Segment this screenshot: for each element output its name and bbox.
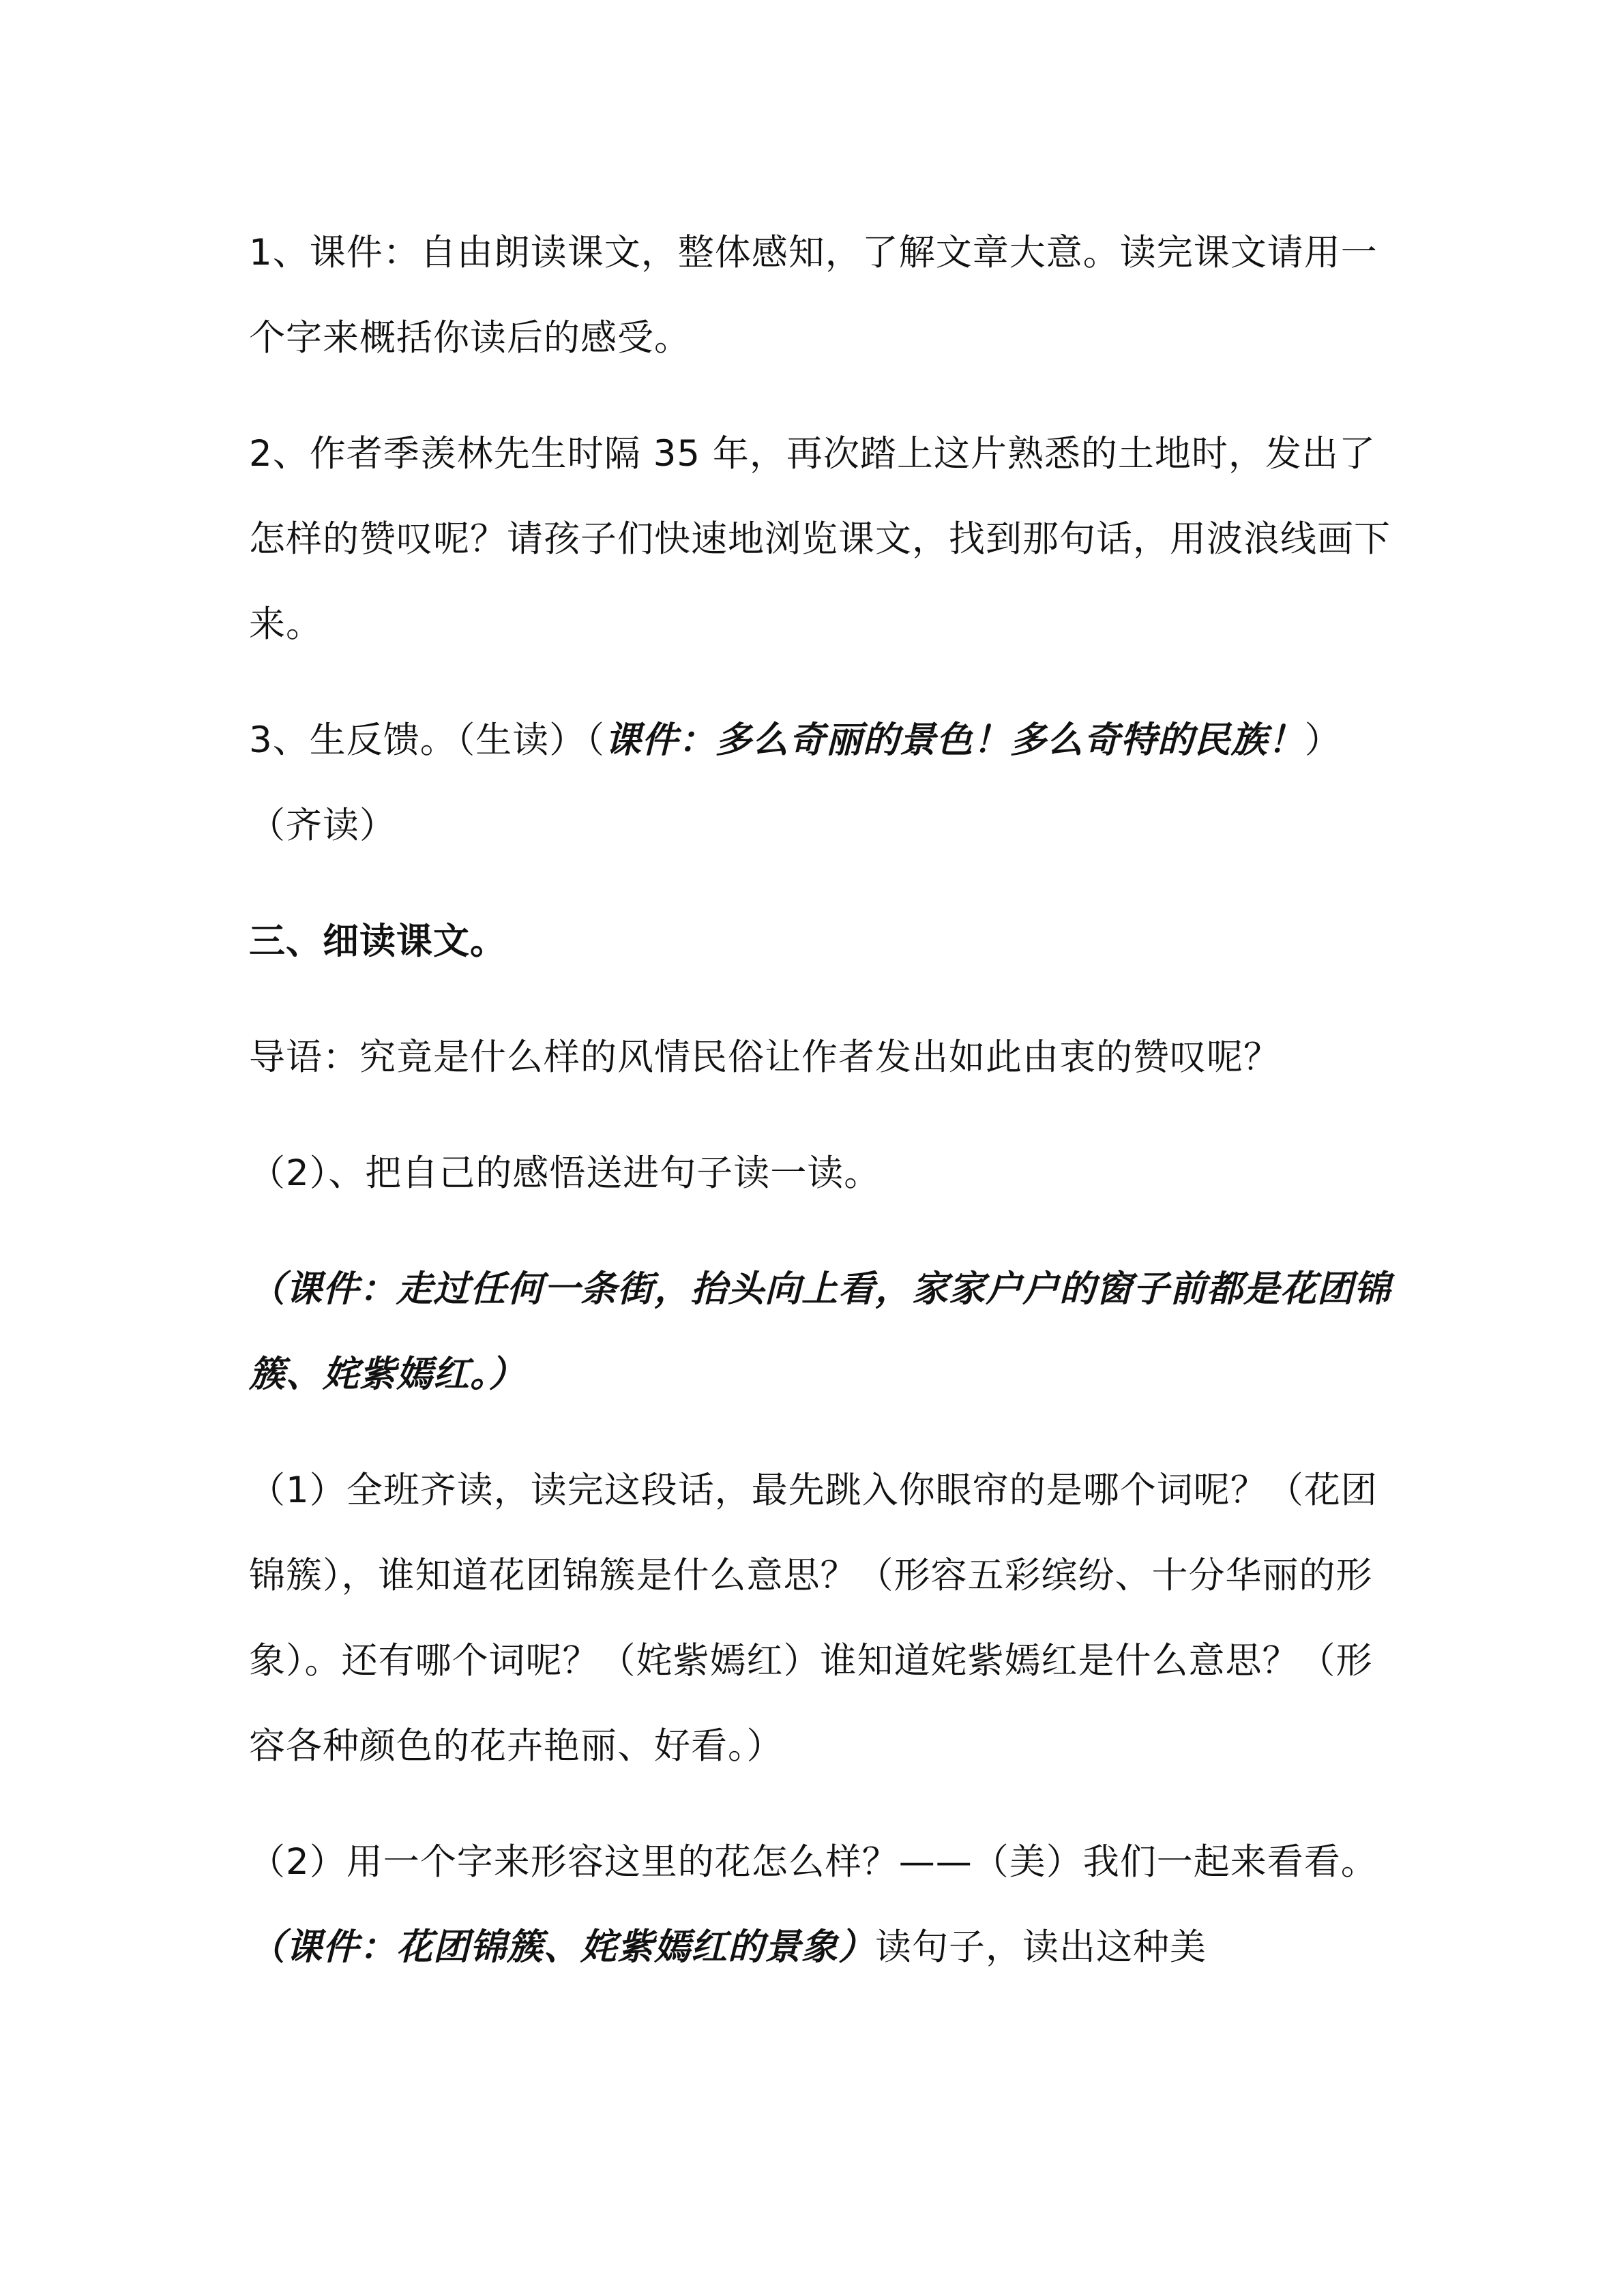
document-page	[249, 210, 1395, 2021]
courseware-quote	[249, 1247, 1395, 1417]
courseware-quote-text: （课件：走过任何一条街，抬头向上看，家家户户的窗子前都是花团锦簇、姹紫嫣红。）	[249, 1268, 1391, 1395]
paragraph-3-text-end: ）（齐读）	[249, 719, 1342, 846]
section-heading-text: 三、细读课文。	[249, 921, 507, 962]
paragraph-step-1-detail-text: （1）全班齐读，读完这段话，最先跳入你眼帘的是哪个词呢？（花团锦簇），谁知道花团锦簇是什么意思？（形容五彩缤纷、十分华丽的形象）。还有哪个词呢？（姹紫嫣红）谁知道姹紫嫣红是什么意思？（形容各种颜色的花卉艳丽、好看。）	[249, 1470, 1378, 1767]
section-heading	[249, 899, 1395, 984]
paragraph-step-1-detail	[249, 1448, 1395, 1789]
paragraph-2-text: 2、作者季羡林先生时隔 35 年，再次踏上这片熟悉的土地时，发出了怎样的赞叹呢？请孩子们快速地浏览课文，找到那句话，用波浪线画下来。	[249, 433, 1391, 645]
paragraph-step-2-text: （2）、把自己的感悟送进句子读一读。	[249, 1152, 881, 1194]
paragraph-step-2-detail	[249, 1819, 1395, 1990]
paragraph-step-2-detail-end: 读句子，读出这种美	[875, 1926, 1207, 1968]
paragraph-3-text-start: 3、生反馈。（生读）（	[249, 719, 605, 761]
paragraph-3	[249, 698, 1395, 868]
paragraph-1-text: 1、课件：自由朗读课文，整体感知，了解文章大意。读完课文请用一个字来概括你读后的感受。	[249, 232, 1378, 359]
paragraph-3-courseware-note: 课件：多么奇丽的景色！多么奇特的民族！	[604, 719, 1305, 761]
paragraph-step-2	[249, 1131, 1395, 1216]
paragraph-step-2-courseware-note: （课件：花团锦簇、姹紫嫣红的景象）	[249, 1926, 875, 1968]
paragraph-guide	[249, 1015, 1395, 1100]
paragraph-step-2-detail-start: （2）用一个字来形容这里的花怎么样？——（美）我们一起来看看。	[249, 1841, 1378, 1883]
paragraph-1	[249, 210, 1395, 381]
paragraph-guide-text: 导语：究竟是什么样的风情民俗让作者发出如此由衷的赞叹呢？	[249, 1037, 1280, 1078]
paragraph-2	[249, 411, 1395, 667]
